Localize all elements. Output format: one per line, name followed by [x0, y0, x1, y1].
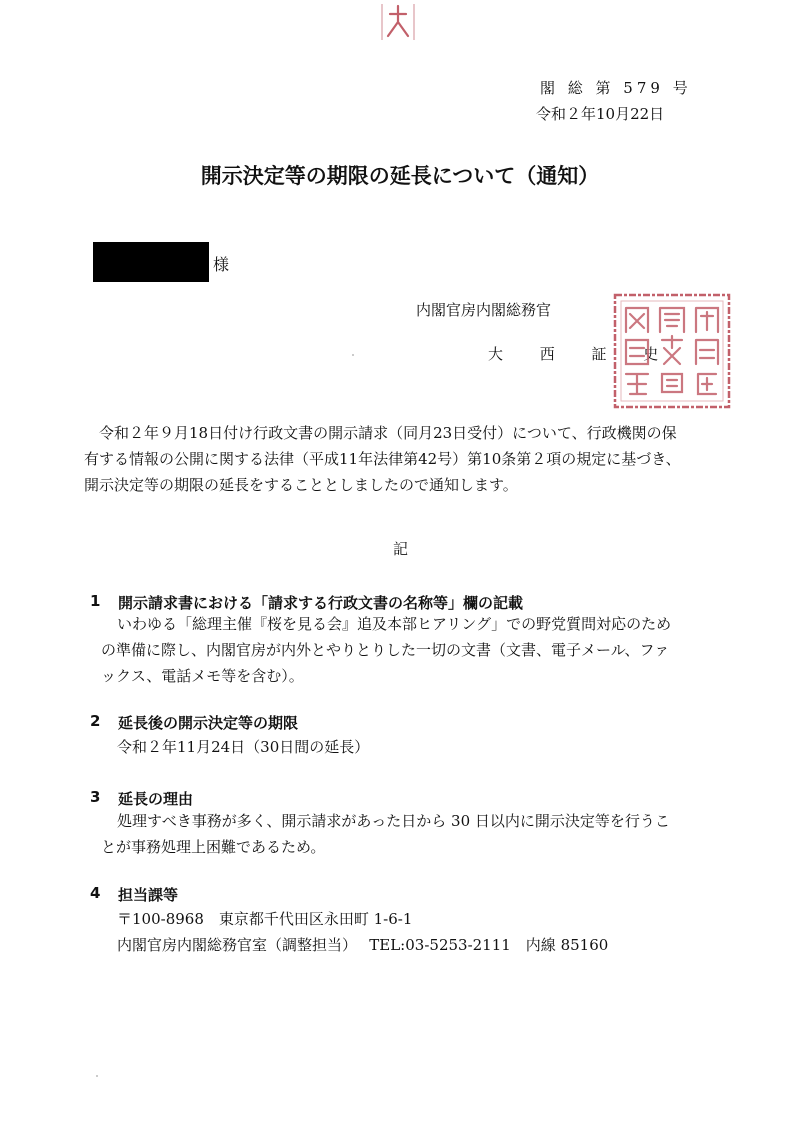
- section-number: 4: [90, 884, 101, 902]
- intro-line: 令和２年９月18日付け行政文書の開示請求（同月23日受付）について、行政機関の保: [99, 424, 677, 442]
- section-body-line: の準備に際し、内閣官房が内外とやりとりした一切の文書（文書、電子メール、ファ: [101, 641, 670, 659]
- recipient-redaction: [93, 242, 209, 282]
- intro-line: 有する情報の公開に関する法律（平成11年法律第42号）第10条第２項の規定に基づき、: [84, 450, 681, 468]
- section-heading: 延長後の開示決定等の期限: [118, 714, 299, 732]
- ki-heading: 記: [393, 540, 409, 558]
- document-number: 閣 総 第 579 号: [540, 79, 692, 97]
- scan-speck: [352, 354, 354, 356]
- sender-office: 内閣官房内閣総務官: [416, 301, 552, 319]
- document-title: 開示決定等の期限の延長について（通知）: [200, 164, 600, 188]
- section-heading: 開示請求書における「請求する行政文書の名称等」欄の記載: [118, 594, 524, 612]
- document-date: 令和２年10月22日: [536, 105, 665, 123]
- section-body-line: 処理すべき事務が多く、開示請求があった日から 30 日以内に開示決定等を行うこ: [117, 812, 670, 830]
- section-heading: 担当課等: [118, 886, 179, 904]
- recipient-honorific: 様: [213, 255, 230, 274]
- section-body-line: 令和２年11月24日（30日間の延長）: [117, 738, 370, 756]
- section-number: 1: [90, 592, 101, 610]
- section-body-line: いわゆる「総理主催『桜を見る会』追及本部ヒアリング」での野党質問対応のため: [117, 615, 672, 633]
- intro-line: 開示決定等の期限の延長をすることとしましたので通知します。: [84, 476, 518, 494]
- intro-paragraph: [84, 420, 724, 498]
- section-heading: 延長の理由: [118, 790, 194, 808]
- official-seal: [612, 292, 732, 410]
- section-number: 2: [90, 712, 101, 730]
- section-body-line: とが事務処理上困難であるため。: [101, 838, 326, 856]
- section-body-line: ックス、電話メモ等を含む）。: [101, 667, 304, 685]
- section-body-line: 内閣官房内閣総務官室（調整担当） TEL:03-5253-2111 内線 85160: [117, 936, 609, 954]
- section-number: 3: [90, 788, 101, 806]
- reception-stamp-fragment: [372, 0, 424, 44]
- scan-speck: [96, 1075, 98, 1077]
- section-body-line: 〒100-8968 東京都千代田区永田町 1-6-1: [117, 910, 413, 928]
- sender-name: 大 西 証 史: [488, 345, 675, 363]
